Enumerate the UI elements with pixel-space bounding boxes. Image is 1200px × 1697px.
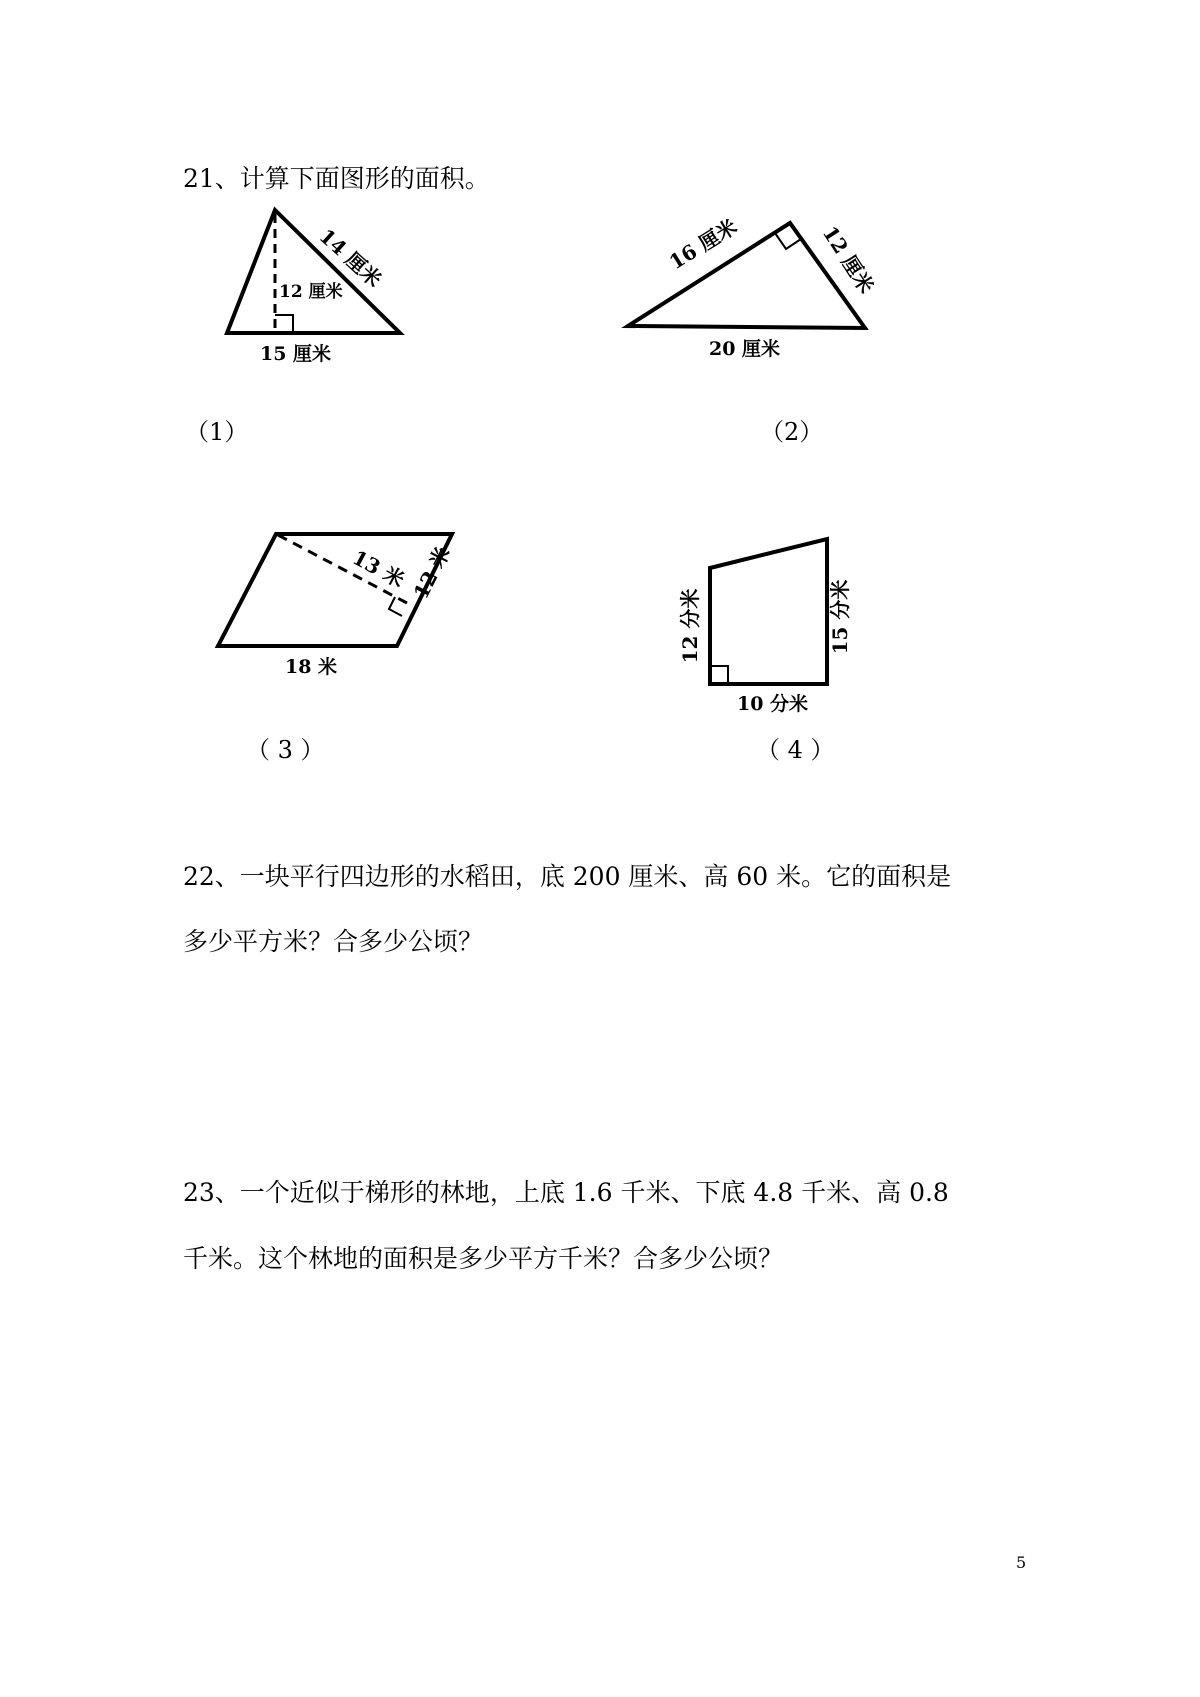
question-23-line-1: 23、一个近似于梯形的林地，上底 1.6 千米、下底 4.8 千米、高 0.8 xyxy=(183,1178,949,1207)
figure-4-label: （ 4 ） xyxy=(756,736,835,764)
page-number: 5 xyxy=(1016,1553,1027,1572)
fig4-bottom-label: 10 分米 xyxy=(737,693,809,715)
fig3-base-label: 18 米 xyxy=(285,656,338,678)
fig4-right-label: 15 分米 xyxy=(828,579,852,655)
figure-3-label: （ 3 ） xyxy=(246,736,325,764)
figure-1-label: （1） xyxy=(185,418,249,446)
fig2-left-leg-label: 16 厘米 xyxy=(664,214,742,275)
question-22-line-1: 22、一块平行四边形的水稻田，底 200 厘米、高 60 米。它的面积是 xyxy=(183,862,952,891)
fig2-hypotenuse-label: 20 厘米 xyxy=(709,338,781,360)
fig1-base-label: 15 厘米 xyxy=(260,343,332,365)
fig3-side-label: 12 米 xyxy=(408,542,455,603)
right-angle-mark xyxy=(710,666,728,684)
fig3-height-label: 13 米 xyxy=(348,545,409,593)
trapezoid-outline xyxy=(710,539,827,684)
question-22-line-2: 多少平方米？合多少公顷？ xyxy=(183,927,484,956)
question-21-text: 21、计算下面图形的面积。 xyxy=(183,164,490,193)
fig2-right-leg-label: 12 厘米 xyxy=(817,221,879,298)
fig1-side-label: 14 厘米 xyxy=(314,223,387,292)
question-23-line-2: 千米。这个林地的面积是多少平方千米？合多少公顷？ xyxy=(183,1244,784,1273)
fig4-left-label: 12 分米 xyxy=(678,588,702,664)
fig1-height-label: 12 厘米 xyxy=(279,282,343,302)
figure-2-label: （2） xyxy=(760,418,824,446)
